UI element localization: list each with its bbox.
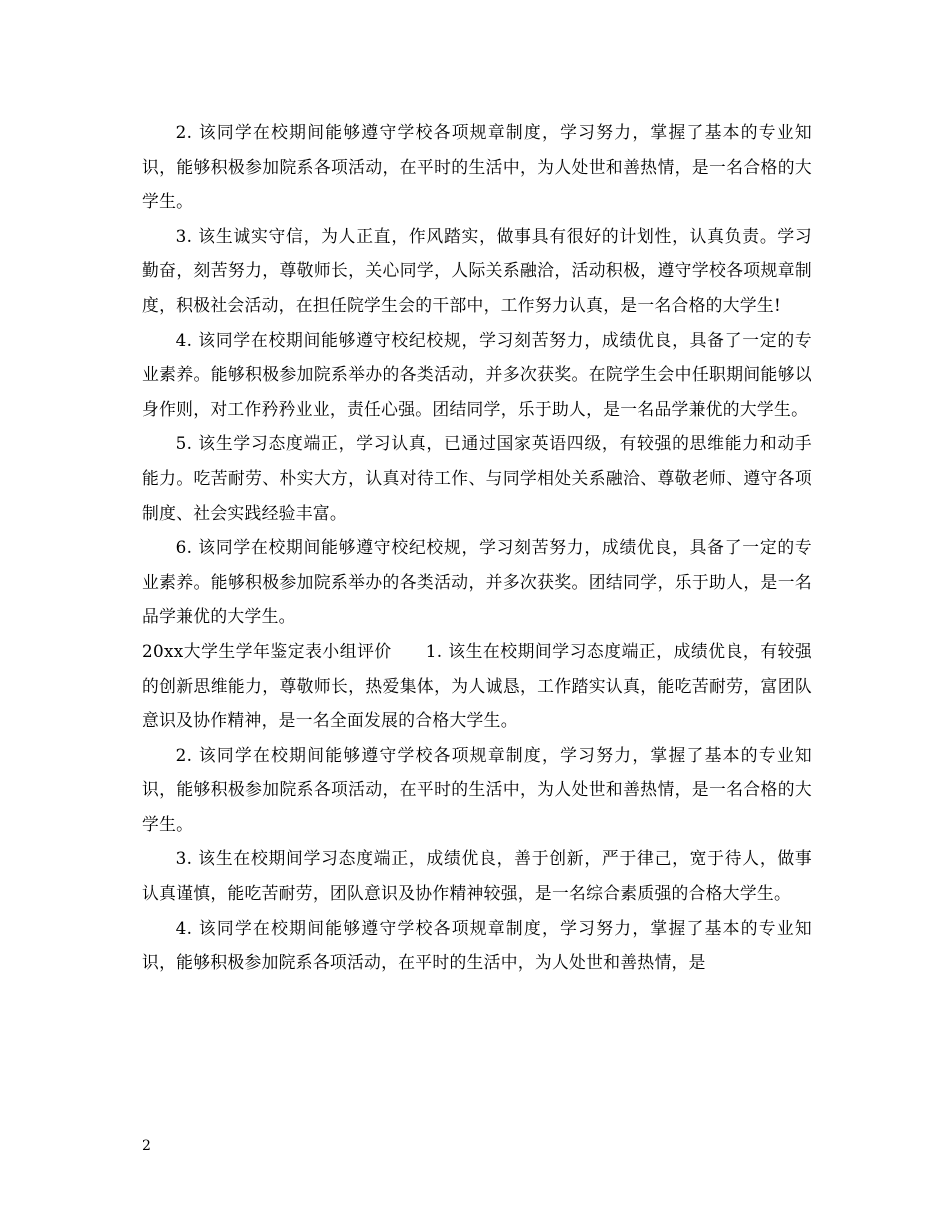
paragraph-b2: 2. 该同学在校期间能够遵守学校各项规章制度，学习努力，掌握了基本的专业知识，能够积极参加院系各项活动，在平时的生活中，为人处世和善热情，是一名合格的大学生。 <box>142 744 812 834</box>
paragraph-3: 3. 该生诚实守信，为人正直，作风踏实，做事具有很好的计划性，认真负责。学习勤奋，刻苦努力，尊敬师长，关心同学，人际关系融洽，活动积极，遵守学校各项规章制度，积极社会活动，在担任院学生会的干部中，工作努力认真，是一名合格的大学生! <box>142 225 812 315</box>
paragraph-4: 4. 该同学在校期间能够遵守校纪校规，学习刻苦努力，成绩优良，具备了一定的专业素养。能够积极参加院系举办的各类活动，并多次获奖。在院学生会中任职期间能够以身作则，对工作矜矜业业，责任心强。团结同学，乐于助人，是一名品学兼优的大学生。 <box>142 329 812 419</box>
section-paragraph <box>142 634 812 738</box>
paragraph-b3: 3. 该生在校期间学习态度端正，成绩优良，善于创新，严于律己，宽于待人，做事认真谨慎，能吃苦耐劳，团队意识及协作精神较强，是一名综合素质强的合格大学生。 <box>142 848 812 904</box>
paragraph-5: 5. 该生学习态度端正，学习认真，已通过国家英语四级，有较强的思维能力和动手能力。吃苦耐劳、朴实大方，认真对待工作、与同学相处关系融洽、尊敬老师、遵守各项制度、社会实践经验丰富。 <box>142 433 812 523</box>
section-first-item: 1. 该生在校期间学习态度端正，成绩优良，有较强的创新思维能力，尊敬师长，热爱集体，为人诚恳，工作踏实认真，能吃苦耐劳，富团队意识及协作精神，是一名全面发展的合格大学生。 <box>142 640 813 731</box>
paragraph-b4: 4. 该同学在校期间能够遵守学校各项规章制度，学习努力，掌握了基本的专业知识，能够积极参加院系各项活动，在平时的生活中，为人处世和善热情，是 <box>142 917 812 973</box>
page-number: 2 <box>142 1138 151 1154</box>
document-body <box>142 115 812 980</box>
section-heading: 20xx大学生学年鉴定表小组评价 <box>142 640 392 661</box>
paragraph-2: 2. 该同学在校期间能够遵守学校各项规章制度，学习努力，掌握了基本的专业知识，能够积极参加院系各项活动，在平时的生活中，为人处世和善热情，是一名合格的大学生。 <box>142 122 812 212</box>
paragraph-6: 6. 该同学在校期间能够遵守校纪校规，学习刻苦努力，成绩优良，具备了一定的专业素养。能够积极参加院系举办的各类活动，并多次获奖。团结同学，乐于助人，是一名品学兼优的大学生。 <box>142 537 812 627</box>
